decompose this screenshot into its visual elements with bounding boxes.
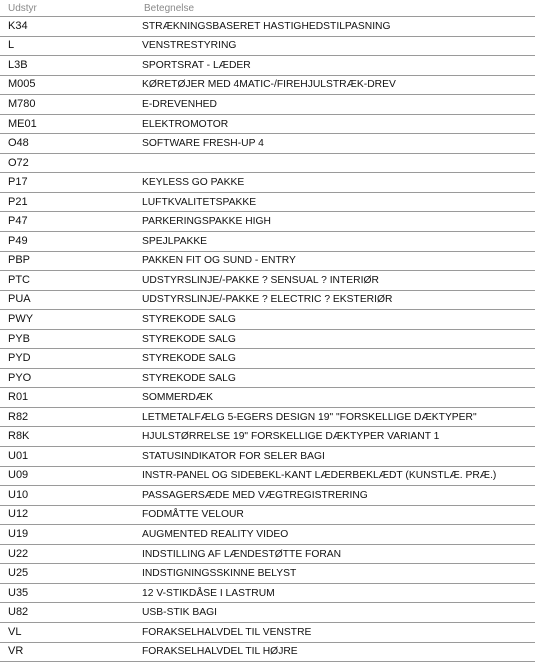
equipment-description-cell: UDSTYRSLINJE/-PAKKE ? SENSUAL ? INTERIØR — [136, 271, 535, 291]
table-row — [0, 36, 535, 56]
table-row — [0, 75, 535, 95]
equipment-code-cell: U19 — [0, 525, 136, 545]
equipment-code-cell: PYO — [0, 368, 136, 388]
equipment-code-cell: U01 — [0, 447, 136, 467]
table-row — [0, 388, 535, 408]
equipment-description-cell: PARKERINGSPAKKE HIGH — [136, 212, 535, 232]
equipment-code-cell: U82 — [0, 603, 136, 623]
table-row — [0, 407, 535, 427]
equipment-description-cell: FODMÅTTE VELOUR — [136, 505, 535, 525]
table-row — [0, 251, 535, 271]
table-body — [0, 17, 535, 662]
table-row — [0, 134, 535, 154]
equipment-description-cell: LUFTKVALITETSPAKKE — [136, 192, 535, 212]
equipment-description-cell — [136, 153, 535, 173]
table-row — [0, 290, 535, 310]
equipment-code-cell: U25 — [0, 564, 136, 584]
table-row — [0, 486, 535, 506]
table-row — [0, 368, 535, 388]
equipment-code-cell: M005 — [0, 75, 136, 95]
equipment-code-cell: VL — [0, 622, 136, 642]
table-row — [0, 466, 535, 486]
equipment-code-cell: U09 — [0, 466, 136, 486]
table-row — [0, 622, 535, 642]
equipment-code-cell: L — [0, 36, 136, 56]
equipment-description-cell: INDSTIGNINGSSKINNE BELYST — [136, 564, 535, 584]
equipment-code-cell: P49 — [0, 232, 136, 252]
equipment-code-cell: U12 — [0, 505, 136, 525]
equipment-description-cell: SPORTSRAT - LÆDER — [136, 56, 535, 76]
equipment-description-cell: KEYLESS GO PAKKE — [136, 173, 535, 193]
equipment-description-cell: HJULSTØRRELSE 19" FORSKELLIGE DÆKTYPER VARIANT 1 — [136, 427, 535, 447]
table-row — [0, 192, 535, 212]
table-row — [0, 583, 535, 603]
equipment-code-cell: M780 — [0, 95, 136, 115]
equipment-code-cell: O48 — [0, 134, 136, 154]
equipment-code-cell: R8K — [0, 427, 136, 447]
equipment-code-cell: P21 — [0, 192, 136, 212]
equipment-code-cell: ME01 — [0, 114, 136, 134]
table-row — [0, 642, 535, 662]
equipment-description-cell: USB-STIK BAGI — [136, 603, 535, 623]
equipment-description-cell: KØRETØJER MED 4MATIC-/FIREHJULSTRÆK-DREV — [136, 75, 535, 95]
table-row — [0, 310, 535, 330]
equipment-code-cell: PWY — [0, 310, 136, 330]
table-row — [0, 271, 535, 291]
equipment-code-cell: O72 — [0, 153, 136, 173]
equipment-code-cell: R82 — [0, 407, 136, 427]
equipment-code-cell: VR — [0, 642, 136, 662]
table-header — [0, 0, 535, 17]
equipment-description-cell: SOMMERDÆK — [136, 388, 535, 408]
equipment-description-cell: E-DREVENHED — [136, 95, 535, 115]
equipment-description-cell: PASSAGERSÆDE MED VÆGTREGISTRERING — [136, 486, 535, 506]
table-row — [0, 114, 535, 134]
equipment-code-cell: PTC — [0, 271, 136, 291]
equipment-description-cell: INDSTILLING AF LÆNDESTØTTE FORAN — [136, 544, 535, 564]
column-header-description: Betegnelse — [136, 0, 535, 17]
equipment-description-cell: UDSTYRSLINJE/-PAKKE ? ELECTRIC ? EKSTERIØR — [136, 290, 535, 310]
equipment-description-cell: PAKKEN FIT OG SUND - ENTRY — [136, 251, 535, 271]
table-row — [0, 603, 535, 623]
table-row — [0, 56, 535, 76]
equipment-description-cell: 12 V-STIKDÅSE I LASTRUM — [136, 583, 535, 603]
table-row — [0, 505, 535, 525]
equipment-code-cell: U10 — [0, 486, 136, 506]
table-row — [0, 212, 535, 232]
equipment-description-cell: FORAKSELHALVDEL TIL HØJRE — [136, 642, 535, 662]
equipment-description-cell: VENSTRESTYRING — [136, 36, 535, 56]
table-row — [0, 544, 535, 564]
equipment-code-cell: K34 — [0, 17, 136, 37]
equipment-code-cell: U22 — [0, 544, 136, 564]
equipment-code-cell: L3B — [0, 56, 136, 76]
equipment-description-cell: STYREKODE SALG — [136, 329, 535, 349]
equipment-code-cell: R01 — [0, 388, 136, 408]
table-row — [0, 232, 535, 252]
table-row — [0, 173, 535, 193]
table-row — [0, 427, 535, 447]
equipment-description-cell: STRÆKNINGSBASERET HASTIGHEDSTILPASNING — [136, 17, 535, 37]
equipment-description-cell: STYREKODE SALG — [136, 368, 535, 388]
equipment-code-cell: PUA — [0, 290, 136, 310]
header-row — [0, 0, 535, 17]
table-row — [0, 95, 535, 115]
equipment-code-cell: P17 — [0, 173, 136, 193]
table-row — [0, 329, 535, 349]
table-row — [0, 17, 535, 37]
table-row — [0, 525, 535, 545]
table-row — [0, 447, 535, 467]
table-row — [0, 153, 535, 173]
equipment-description-cell: SPEJLPAKKE — [136, 232, 535, 252]
column-header-code: Udstyr — [0, 0, 136, 17]
equipment-description-cell: INSTR-PANEL OG SIDEBEKL-KANT LÆDERBEKLÆDT (KUNSTLÆ. PRÆ.) — [136, 466, 535, 486]
table-row — [0, 349, 535, 369]
table-row — [0, 564, 535, 584]
equipment-code-cell: U35 — [0, 583, 136, 603]
equipment-code-cell: PBP — [0, 251, 136, 271]
equipment-code-cell: P47 — [0, 212, 136, 232]
equipment-code-cell: PYD — [0, 349, 136, 369]
equipment-description-cell: SOFTWARE FRESH-UP 4 — [136, 134, 535, 154]
equipment-description-cell: STATUSINDIKATOR FOR SELER BAGI — [136, 447, 535, 467]
equipment-description-cell: ELEKTROMOTOR — [136, 114, 535, 134]
equipment-description-cell: STYREKODE SALG — [136, 310, 535, 330]
equipment-description-cell: AUGMENTED REALITY VIDEO — [136, 525, 535, 545]
equipment-description-cell: FORAKSELHALVDEL TIL VENSTRE — [136, 622, 535, 642]
equipment-code-cell: PYB — [0, 329, 136, 349]
equipment-description-cell: STYREKODE SALG — [136, 349, 535, 369]
equipment-description-cell: LETMETALFÆLG 5-EGERS DESIGN 19" "FORSKELLIGE DÆKTYPER" — [136, 407, 535, 427]
